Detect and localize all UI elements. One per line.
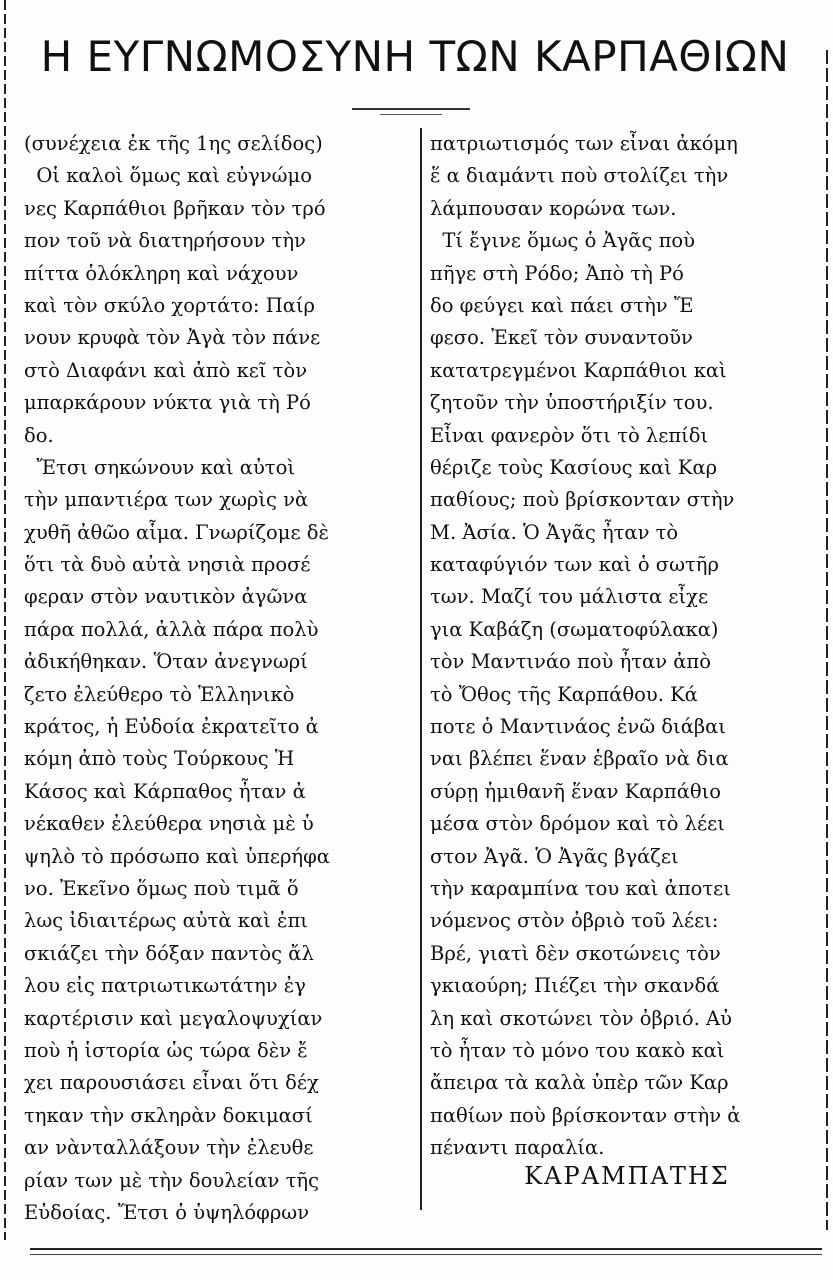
text-line: νουν κρυφὰ τὸν Ἀγὰ τὸν πάνε <box>24 326 321 350</box>
text-line: των. Μαζί του μάλιστα εἶχε <box>430 585 709 609</box>
text-line: παθίων ποὺ βρίσκονταν στὴν ἀ <box>430 1103 741 1127</box>
text-line: χυθῆ ἀθῶο αἷμα. Γνωρίζομε δὲ <box>24 520 329 544</box>
text-line: τηκαν τὴν σκληρὰν δοκιμασί <box>24 1103 313 1127</box>
left-column <box>24 128 416 1229</box>
text-line: Οἱ καλοὶ ὅμως καὶ εὐγνώμο <box>24 164 312 188</box>
text-line: τὸ ἦταν τὸ μόνο του κακὸ καὶ <box>430 1038 725 1062</box>
text-line: τὴν μπαντιέρα των χωρὶς νὰ <box>24 488 309 512</box>
text-line: ὅτι τὰ δυὸ αὐτὰ νησιὰ προσέ <box>24 553 311 577</box>
text-line: μπαρκάρουν νύκτα γιὰ τὴ Ρό <box>24 391 311 415</box>
text-line: τὸ Ὄθος τῆς Καρπάθου. Κά <box>430 682 698 706</box>
text-line: λου εἰς πατριωτικωτάτην ἐγ <box>24 974 306 998</box>
text-line: νο. Ἐκεῖνο ὅμως ποὺ τιμᾶ ὅ <box>24 876 299 900</box>
text-line: νέκαθεν ἐλεύθερα νησιὰ μὲ ὑ <box>24 812 314 836</box>
text-line: σκιάζει τὴν δόξαν παντὸς ἄλ <box>24 941 314 965</box>
text-line: σύρῃ ἡμιθανῆ ἕναν Καρπάθιο <box>430 779 722 803</box>
bottom-rule-secondary <box>30 1254 822 1255</box>
text-line: λάμπουσαν κορώνα των. <box>430 196 677 220</box>
text-line: καταφύγιόν των καὶ ὁ σωτῆρ <box>430 553 719 577</box>
text-line: κράτος, ἡ Εὐδοία ἐκρατεῖτο ἀ <box>24 715 319 739</box>
text-line: πέναντι παραλία. <box>430 1136 605 1160</box>
text-line: τὸν Μαντινάο ποὺ ἦταν ἀπὸ <box>430 650 711 674</box>
text-line: νες Καρπάθιοι βρῆκαν τὸν τρό <box>24 196 326 220</box>
text-line: πῆγε στὴ Ρόδο; Ἀπὸ τὴ Ρό <box>430 261 684 285</box>
text-line: λη καὶ σκοτώνει τὸν ὀβριό. Αὐ <box>430 1006 732 1030</box>
text-line: παθίους; ποὺ βρίσκονταν στὴν <box>430 488 735 512</box>
text-line: (συνέχεια ἐκ τῆς 1ης σελίδος) <box>24 132 323 155</box>
text-line: αν νὰνταλλάξουν τὴν ἐλευθε <box>24 1136 314 1160</box>
text-line: ποὺ ἡ ἱστορία ὡς τώρα δὲν ἔ <box>24 1038 308 1062</box>
text-line: φεραν στὸν ναυτικὸν ἀγῶνα <box>24 585 308 609</box>
text-line: Τί ἔγινε ὅμως ὁ Ἀγᾶς ποὺ <box>430 229 695 253</box>
page-right-border <box>826 50 828 1230</box>
text-line: στον Ἀγᾶ. Ὁ Ἀγᾶς βγάζει <box>430 844 679 868</box>
author-signature: ΚΑΡΑΜΠΑΤΗΣ <box>524 1162 730 1190</box>
text-line: Κάσος καὶ Κάρπαθος ἦταν ἀ <box>24 779 306 803</box>
text-line: ζετο ἐλεύθερο τὸ Ἑλληνικὸ <box>24 682 295 706</box>
text-line: ἀδικήθηκαν. Ὅταν ἀνεγνωρί <box>24 650 308 674</box>
text-line: χει παρουσιάσει εἶναι ὅτι δέχ <box>24 1071 319 1095</box>
text-line: γκιαούρη; Πιέζει τὴν σκανδά <box>430 974 720 998</box>
page-left-border <box>4 0 6 1240</box>
text-line: στὸ Διαφάνι καὶ ἀπὸ κεῖ τὸν <box>24 358 308 382</box>
bottom-rule <box>30 1248 822 1250</box>
column-divider <box>420 128 422 1210</box>
text-line: πίττα ὁλόκληρη καὶ νάχουν <box>24 261 299 285</box>
text-line: πατριωτισμός των εἶναι ἀκόμη <box>430 132 738 155</box>
text-line: τὴν καραμπίνα του καὶ ἀποτει <box>430 876 731 900</box>
text-line: ζητοῦν τὴν ὑποστήριξίν του. <box>430 391 714 415</box>
title-divider <box>352 108 470 110</box>
text-line: ἕ α διαμάντι ποὺ στολίζει τὴν <box>430 164 729 188</box>
text-line: δο φεύγει καὶ πάει στὴν Ἔ <box>430 293 694 317</box>
text-line: πάρα πολλά, ἀλλὰ πάρα πολὺ <box>24 617 319 641</box>
text-line: ναι βλέπει ἕναν ἑβραῖο νὰ δια <box>430 747 729 771</box>
text-line: ρίαν των μὲ τὴν δουλείαν τῆς <box>24 1168 319 1192</box>
text-line: μέσα στὸν δρόμον καὶ τὸ λέει <box>430 812 725 836</box>
text-line: πον τοῦ νὰ διατηρήσουν τὴν <box>24 229 306 253</box>
text-line: ἄπειρα τὰ καλὰ ὑπὲρ τῶν Καρ <box>430 1071 729 1095</box>
text-line: Βρέ, γιατὶ δὲν σκοτώνεις τὸν <box>430 941 721 965</box>
text-line: δο. <box>24 423 54 447</box>
text-line: Εὐδοίας. Ἔτσι ὁ ὑψηλόφρων <box>24 1200 310 1224</box>
text-line: καὶ τὸν σκύλο χορτάτο: Παίρ <box>24 293 315 317</box>
text-line: ψηλὸ τὸ πρόσωπο καὶ ὑπερήφα <box>24 844 330 868</box>
right-column <box>430 128 824 1165</box>
text-line: κατατρεγμένοι Καρπάθιοι καὶ <box>430 358 727 382</box>
text-line: θέριζε τοὺς Κασίους καὶ Καρ <box>430 455 718 479</box>
text-line: νόμενος στὸν ὀβριὸ τοῦ λέει: <box>430 909 719 933</box>
text-line: Μ. Ἀσία. Ὁ Ἀγᾶς ἦταν τὸ <box>430 520 679 544</box>
text-line: Ἔτσι σηκώνουν καὶ αὐτοὶ <box>24 455 295 479</box>
text-line: φεσο. Ἐκεῖ τὸν συναντοῦν <box>430 326 693 350</box>
text-line: για Καβάζη (σωματοφύλακα) <box>430 617 719 641</box>
text-line: Εἶναι φανερὸν ὅτι τὸ λεπίδι <box>430 423 709 447</box>
text-line: καρτέρισιν καὶ μεγαλοψυχίαν <box>24 1006 323 1030</box>
text-line: ποτε ὁ Μαντινάος ἐνῶ διάβαι <box>430 715 726 739</box>
text-line: κόμη ἀπὸ τοὺς Τούρκους Ἡ <box>24 747 295 771</box>
title-divider-secondary <box>380 114 442 115</box>
text-line: λως ἰδιαιτέρως αὐτὰ καὶ ἐπι <box>24 909 308 933</box>
article-title: Η ΕΥΓΝΩΜΟΣΥΝΗ ΤΩΝ ΚΑΡΠΑΘΙΩΝ <box>40 32 790 81</box>
